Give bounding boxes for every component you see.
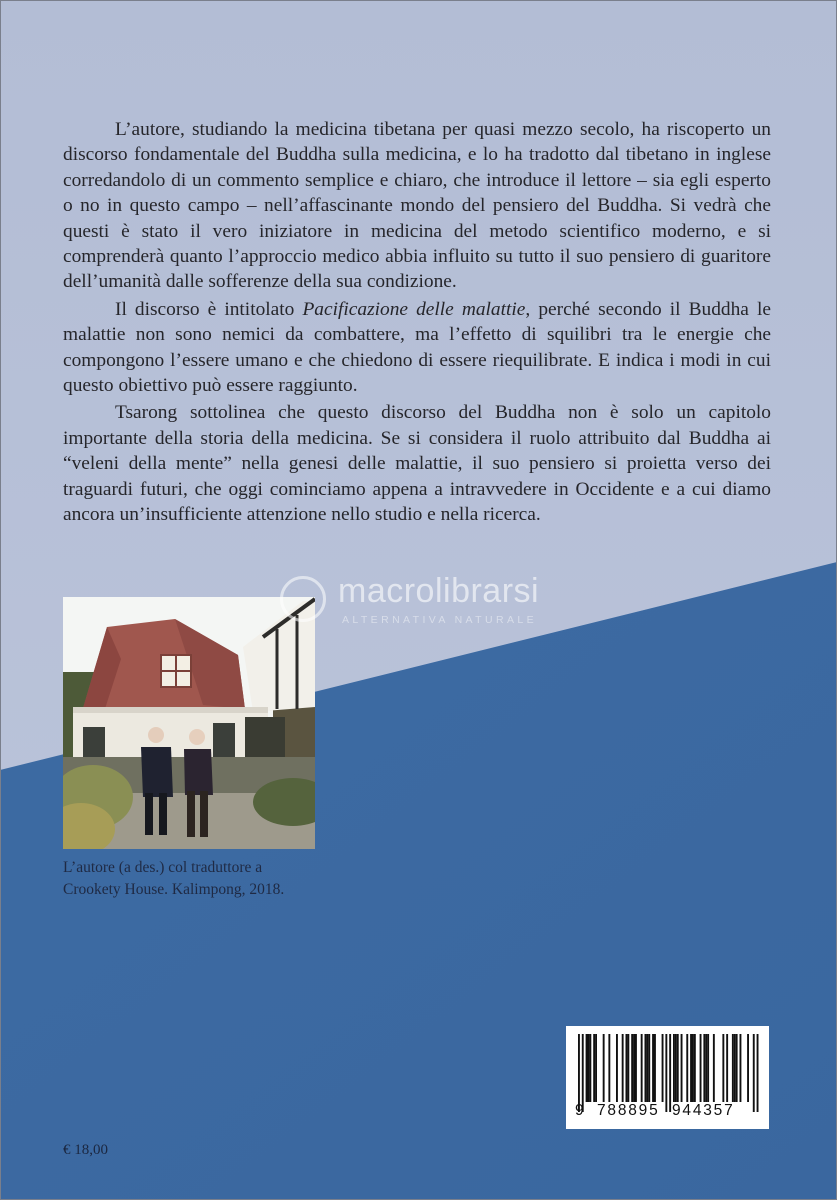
price-label: € 18,00 (63, 1142, 108, 1158)
barcode-bar (652, 1034, 654, 1102)
barcode-bar (713, 1034, 715, 1102)
barcode-bar (645, 1034, 647, 1102)
barcode-bar (722, 1034, 724, 1102)
barcode-bar (595, 1034, 597, 1102)
book-title-italic: Pacificazione delle malattie (302, 298, 526, 320)
barcode-right-digits: 944357 (672, 1102, 735, 1119)
barcode-bar (734, 1034, 736, 1102)
barcode-bar (641, 1034, 643, 1102)
barcode-bar (626, 1034, 628, 1102)
barcode-bar (677, 1034, 679, 1102)
barcode-bar (673, 1034, 675, 1102)
barcode-bar (603, 1034, 605, 1102)
barcode-bar (747, 1034, 749, 1102)
barcode-bar (586, 1034, 588, 1102)
barcode-bar (686, 1034, 688, 1102)
watermark-tagline: ALTERNATIVA NATURALE (342, 614, 537, 626)
barcode-bar (757, 1034, 759, 1112)
barcode-bar (669, 1034, 671, 1112)
barcode-bar (703, 1034, 705, 1102)
barcode-bar (681, 1034, 683, 1102)
barcode-bar (635, 1034, 637, 1102)
barcode-bar (707, 1034, 709, 1102)
blurb-paragraph-3: Tsarong sottolinea che questo discorso del Buddha non è solo un capitolo importante della storia della medicina. Se si considera il ruolo attribuito dal Buddha ai “veleni della mente” nella genesi delle malattie, il suo pensiero si proietta verso dei traguardi futuri, che oggi cominciamo appena a intravvedere in Occidente e a cui diamo ancora un’insufficiente attenzione nello studio e nella ricerca. (63, 402, 771, 526)
barcode-bar (675, 1034, 677, 1102)
barcode-bar (732, 1034, 734, 1102)
barcode-bar (740, 1034, 742, 1102)
barcode-bar (665, 1034, 667, 1112)
barcode-bar (608, 1034, 610, 1102)
caption-line-2: Crookety House. Kalimpong, 2018. (63, 881, 285, 898)
barcode-bar (578, 1034, 580, 1112)
barcode-bar (589, 1034, 591, 1102)
barcode-bar (593, 1034, 595, 1102)
barcode-bar (648, 1034, 650, 1102)
barcode-bar (633, 1034, 635, 1102)
blurb-paragraph-1: L’autore, studiando la medicina tibetana per quasi mezzo secolo, ha riscoperto un discorso fondamentale del Buddha sulla medicina, e lo ha tradotto dal tibetano in inglese corredandolo di un commento semplice e chiaro, che introduce il lettore – sia egli esperto o no in questo campo – nell’affascinante mondo del pensiero del Buddha. Si vedrà che questi è stato il vero iniziatore in medicina del metodo scientifico moderno, e si comprenderà quanto l’approccio medico abbia influito su tutto il suo pensiero di guaritore dell’umanità dalle sofferenze della sua condizione. (63, 119, 771, 293)
caption-line-1: L’autore (a des.) col traduttore a (63, 859, 263, 876)
barcode-bar (753, 1034, 755, 1112)
barcode-bar (582, 1034, 584, 1112)
cover-blurb (63, 117, 771, 530)
barcode-bar (726, 1034, 728, 1102)
barcode-bar (622, 1034, 624, 1102)
barcode-left-digits: 788895 (597, 1102, 660, 1119)
barcode-bar (736, 1034, 738, 1102)
barcode-lead-digit: 9 (575, 1102, 584, 1119)
watermark-name: macrolibrarsi (338, 572, 540, 610)
barcode-bar (654, 1034, 656, 1102)
barcode-bar (616, 1034, 618, 1102)
barcode-bar (705, 1034, 707, 1102)
barcode-bar (588, 1034, 590, 1102)
barcode-bar (631, 1034, 633, 1102)
isbn-barcode (566, 1026, 769, 1129)
author-photo (63, 597, 315, 849)
photo-caption (63, 857, 363, 901)
blurb-paragraph-2 (63, 297, 771, 399)
barcode-bar (700, 1034, 702, 1102)
barcode-bar (662, 1034, 664, 1102)
barcode-bar (627, 1034, 629, 1102)
barcode-bar (690, 1034, 692, 1102)
blurb-paragraph-2-start: Il discorso è intitolato (115, 298, 303, 320)
blurb-paragraph-2-end: , perché secondo il Buddha le malattie non sono nemici da combattere, ma l’effetto di squilibri tra le energie che compongono l’essere umano e che chiedono di essere riequilibrate. E indica i modi in cui questo obiettivo può essere raggiunto. (63, 298, 771, 397)
barcode-bar (692, 1034, 694, 1102)
barcode-bar (646, 1034, 648, 1102)
barcode-bar (694, 1034, 696, 1102)
